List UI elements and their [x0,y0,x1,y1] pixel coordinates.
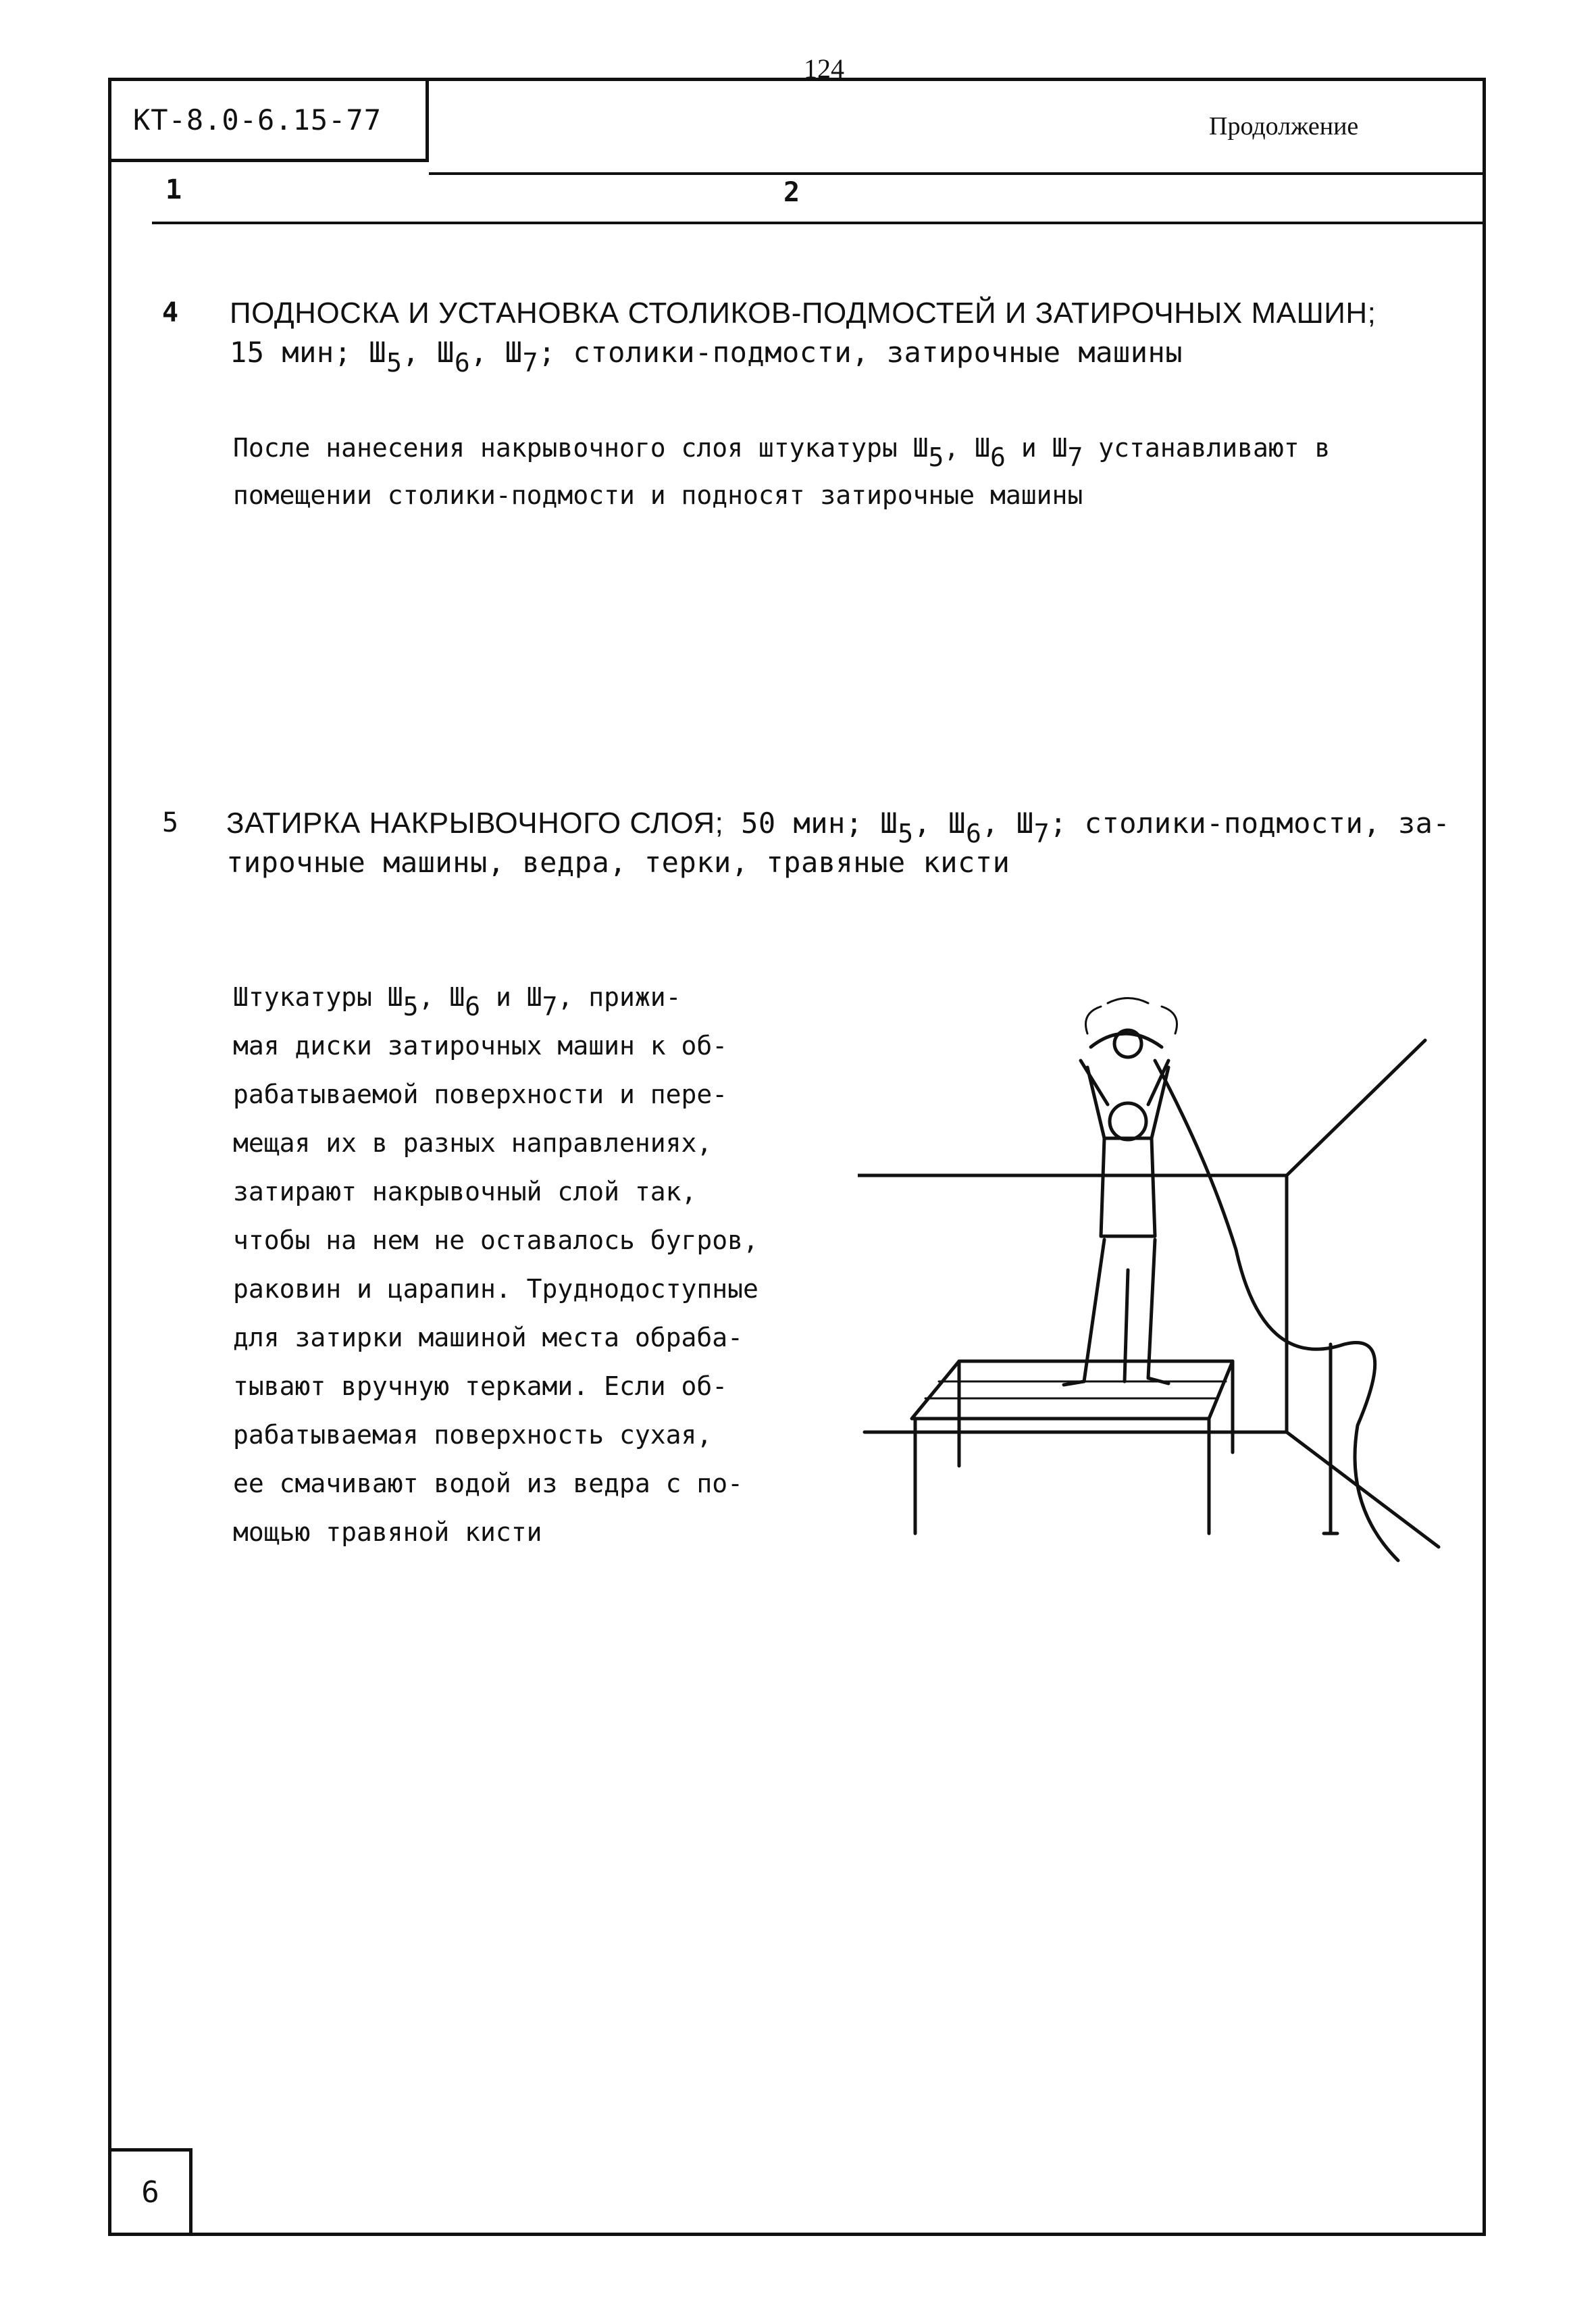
worker-index-6: 6 [454,348,471,378]
section-title-4: ПОДНОСКА И УСТАНОВКА СТОЛИКОВ-ПОДМОСТЕЙ И ЗАТИРОЧНЫХ МАШИН; 15 мин; $Ш_5$, $Ш_6$, $Ш_7$; столики-подмости, затирочные машины [230,294,1472,372]
body-line: ее смачивают водой из ведра с по- [233,1469,743,1498]
body-line: мощью травяной кисти [233,1517,542,1547]
worker-index-5: 5 [386,348,403,378]
column-header-2: 2 [783,177,800,208]
section-title-5-suffix: ; столики-подмости, за- [1050,807,1451,840]
body-line: чтобы на нем не оставалось бугров, [233,1225,758,1255]
body-line: мая диски затирочных машин к об- [233,1031,728,1061]
section-title-4-suffix: ; столики-подмости, затирочные машины [538,336,1183,369]
section-body-5-prefix: Штукатуры Ш [233,982,403,1012]
section-body-5 [233,973,922,1556]
worker-index-5: 5 [403,992,419,1021]
body-line: для затирки машиной места обраба- [233,1323,743,1352]
section-body-4-line2: помещении столики-подмости и подносят затирочные машины [233,480,1083,510]
body-line: раковин и царапин. Труднодоступные [233,1274,758,1304]
section-number-5: 5 [162,807,179,838]
body-line: рабатываемой поверхности и пере- [233,1079,728,1109]
body-line: затирают накрывочный слой так, [233,1177,697,1206]
column-header-1: 1 [165,174,182,205]
section-body-4-prefix: После нанесения накрывочного слоя штукатуры Ш [233,433,929,463]
section-title-5-time: 50 мин; Ш [723,807,898,840]
section-title-5-line2: тирочные машины, ведра, терки, травяные кисти [226,846,1010,879]
worker-index-7: 7 [542,992,558,1021]
header-divider [429,172,1486,175]
section-body-4-sep2: и Ш [1005,433,1068,463]
worker-index-6: 6 [990,442,1006,472]
worker-index-7: 7 [1033,819,1050,848]
worker-index-6: 6 [965,819,982,848]
page-number: 124 [804,53,844,84]
worker-index-7: 7 [1067,442,1083,472]
section-title-5-caps: ЗАТИРКА НАКРЫВОЧНОГО СЛОЯ; [226,807,724,840]
plasterer-on-scaffold-icon [858,993,1452,1587]
worker-index-5: 5 [928,442,944,472]
section-title-5: ЗАТИРКА НАКРЫВОЧНОГО СЛОЯ; 50 мин; $Ш_5$, $Ш_6$, $Ш_7$; столики-подмости, за- тирочные машины, ведра, терки, травяные кисти [226,804,1476,882]
section-body-4 [233,424,1476,519]
section-number-4: 4 [162,297,179,328]
section-body-4-sep1: , Ш [944,433,991,463]
worker-index-6: 6 [465,992,481,1021]
document-code: КТ-8.0-6.15-77 [108,78,429,162]
section-body-4-suffix: устанавливают в [1083,433,1331,463]
body-line: тывают вручную терками. Если об- [233,1371,728,1401]
section-title-4-caps: ПОДНОСКА И УСТАНОВКА СТОЛИКОВ-ПОДМОСТЕЙ И ЗАТИРОЧНЫХ МАШИН; [230,297,1376,330]
sheet-number: 6 [108,2148,192,2236]
continuation-label: Продолжение [1209,112,1359,141]
column-header-divider [152,222,1486,224]
body-line: мещая их в разных направлениях, [233,1128,713,1158]
section-body-5-sep1: , Ш [418,982,465,1012]
worker-index-5: 5 [898,819,914,848]
worker-index-7: 7 [522,348,538,378]
section-body-5-suffix: , прижи- [557,982,681,1012]
section-title-4-prefix: 15 мин; Ш [230,336,387,369]
body-line: рабатываемая поверхность сухая, [233,1420,713,1450]
section-body-5-sep2: и Ш [480,982,542,1012]
